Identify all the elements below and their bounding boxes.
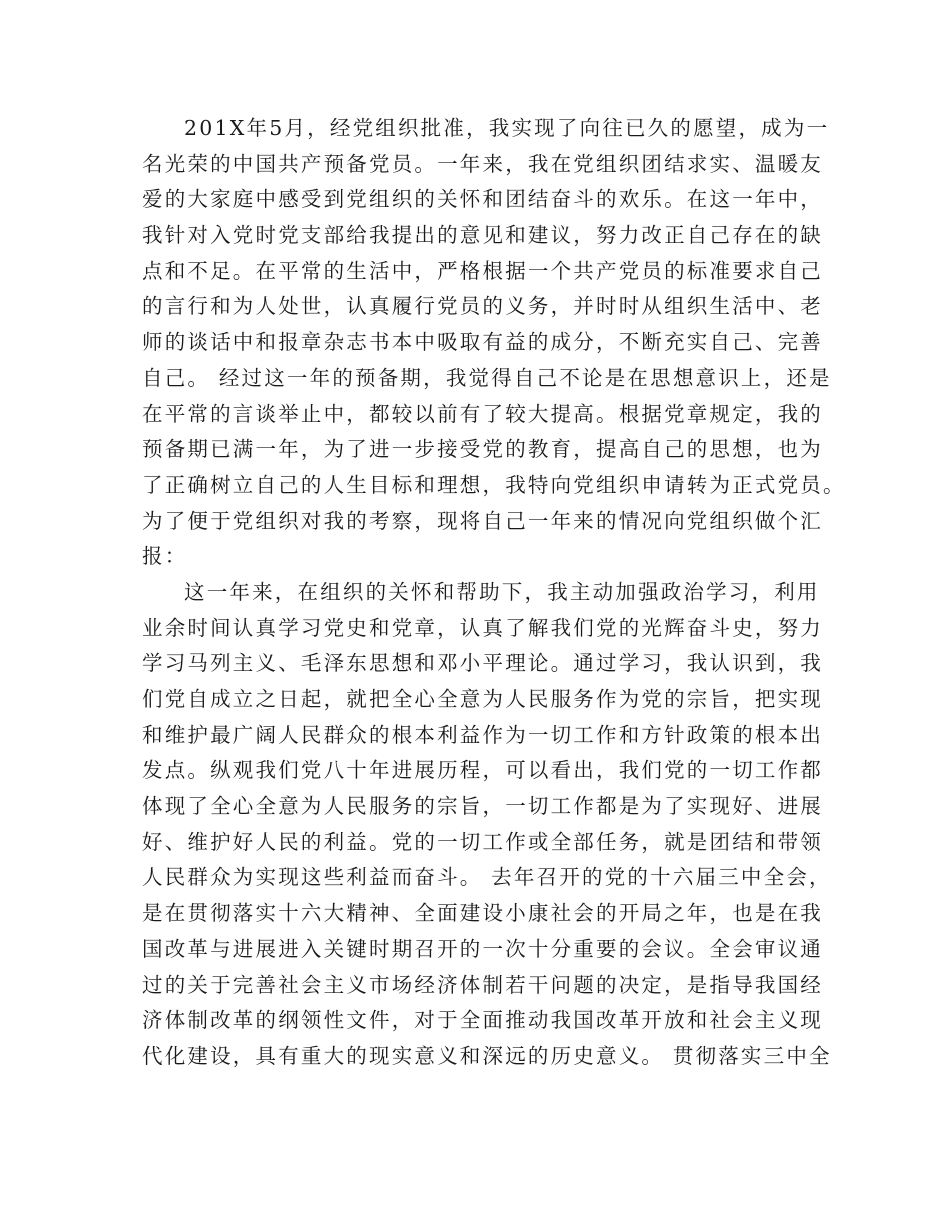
text-line: 学习马列主义、毛泽东思想和邓小平理论。通过学习，我认识到，我 [142,651,823,676]
text-line: 师的谈话中和报章杂志书本中吸取有益的成分，不断充实自己、完善 [142,330,823,355]
text-line: 预备期已满一年，为了进一步接受党的教育，提高自己的思想，也为 [142,437,823,462]
text-line: 代化建设，具有重大的现实意义和深远的历史意义。 贯彻落实三中全 [142,1043,832,1068]
text-line: 报： [142,544,188,569]
text-line: 发点。纵观我们党八十年进展历程，可以看出，我们党的一切工作都 [142,758,823,783]
text-line: 为了便于党组织对我的考察，现将自己一年来的情况向党组织做个汇 [142,508,823,533]
text-line: 我针对入党时党支部给我提出的意见和建议，努力改正自己存在的缺 [142,223,823,248]
text-line: 人民群众为实现这些利益而奋斗。 去年召开的党的十六届三中全会， [142,865,832,890]
text-line: 济体制改革的纲领性文件，对于全面推动我国改革开放和社会主义现 [142,1008,823,1033]
text-line: 爱的大家庭中感受到党组织的关怀和团结奋斗的欢乐。在这一年中， [142,187,823,212]
text-line: 在平常的言谈举止中，都较以前有了较大提高。根据党章规定，我的 [142,401,823,426]
text-line: 好、维护好人民的利益。党的一切工作或全部任务，就是团结和带领 [142,829,823,854]
text-line: 过的关于完善社会主义市场经济体制若干问题的决定，是指导我国经 [142,972,823,997]
text-line: 的言行和为人处世，认真履行党员的义务，并时时从组织生活中、老 [142,294,823,319]
text-line: 这一年来，在组织的关怀和帮助下，我主动加强政治学习，利用 [184,579,820,604]
text-line: 们党自成立之日起，就把全心全意为人民服务作为党的宗旨，把实现 [142,687,823,711]
text-line: 201X年5月，经党组织批准，我实现了向往已久的愿望，成为一 [184,116,830,140]
text-line: 了正确树立自己的人生目标和理想，我特向党组织申请转为正式党员。 [142,472,846,497]
text-line: 和维护最广阔人民群众的根本利益作为一切工作和方针政策的根本出 [142,722,823,747]
text-line: 业余时间认真学习党史和党章，认真了解我们党的光辉奋斗史，努力 [142,615,823,640]
text-line: 名光荣的中国共产预备党员。一年来，我在党组织团结求实、温暖友 [142,151,823,176]
document-body [142,111,846,1075]
text-line: 国改革与进展进入关键时期召开的一次十分重要的会议。全会审议通 [142,936,823,961]
text-line: 是在贯彻落实十六大精神、全面建设小康社会的开局之年，也是在我 [142,901,823,926]
text-line: 点和不足。在平常的生活中，严格根据一个共产党员的标准要求自己 [142,258,823,283]
text-line: 自己。 经过这一年的预备期，我觉得自己不论是在思想意识上，还是 [142,365,832,390]
text-line: 体现了全心全意为人民服务的宗旨，一切工作都是为了实现好、进展 [142,794,823,819]
